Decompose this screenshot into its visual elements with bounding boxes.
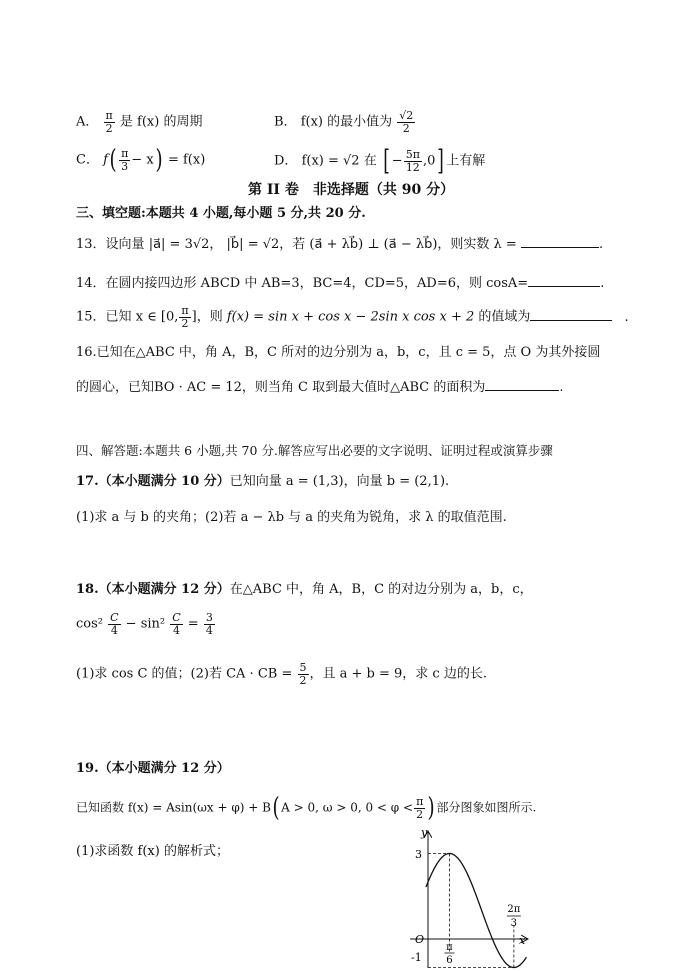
q15-post: 的值域为	[478, 309, 531, 325]
origin-label: O	[415, 933, 425, 946]
q16-dot: BO · AC = 12，则当角 C 取到最大值时△ABC 的面积为	[154, 380, 486, 395]
question-19-header: 19.（本小题满分 12 分）	[76, 761, 230, 776]
x2-label-numerator: 2π	[507, 904, 521, 915]
option-c-f: f	[103, 152, 108, 168]
q18-fraction-1: $\frac{C}{4}$	[110, 611, 119, 637]
question-18-parts	[76, 662, 487, 686]
question-17-parts: (1)求 a 与 b 的夹角；(2)若 a − λb 与 a 的夹角为锐角，求 λ 的取值范围.	[76, 510, 507, 525]
question-19-part-1: (1)求函数 f(x) 的解析式；	[76, 844, 229, 859]
q18-eq-minus: − sin²	[121, 616, 170, 632]
option-b-label: B．	[274, 114, 297, 130]
question-16-line-2	[76, 378, 564, 394]
section-2-title: 第 II 卷 非选择题（共 90 分）	[248, 182, 455, 198]
q18-line3-post: ，且 a + b = 9，求 c 边的长.	[309, 666, 487, 682]
q19-fraction: $\frac{\pi}{2}$	[416, 794, 424, 821]
option-d-label: D．	[274, 153, 298, 169]
question-15	[76, 305, 629, 329]
option-d-minus: −	[391, 153, 403, 169]
question-18-header	[76, 583, 533, 596]
question-13	[76, 235, 603, 251]
x-axis-label: x	[519, 934, 526, 947]
q13-end: .	[598, 237, 604, 252]
q15-range: x ∈ [0,	[135, 309, 179, 325]
option-d: D． f(x) = √2 在 [ − $\frac{5\pi}{12}$ ,0] 上有解	[274, 144, 486, 177]
q16-end: .	[559, 380, 564, 395]
option-a-text: 是 f(x) 的周期	[119, 114, 203, 130]
q19-line1-pre: 已知函数 f(x) = Asin(ωx + φ) + B	[76, 800, 271, 815]
q14-answer-blank[interactable]	[528, 274, 600, 287]
q15-function: f(x) = sin x + cos x − 2sin x cos x + 2	[226, 309, 475, 325]
option-d-suffix: 上有解	[446, 153, 486, 169]
q19-line1-post: 部分图象如图所示.	[436, 800, 537, 815]
option-b	[274, 110, 416, 134]
question-19-statement: 已知函数 f(x) = Asin(ωx + φ) + B( A > 0, ω > 0, 0 < φ < $\frac{\pi}{2}$ ) 部分图象如图所示.	[76, 793, 537, 823]
option-a-label: A．	[76, 114, 99, 130]
q17-number: 17.（本小题满分 10 分）	[76, 474, 230, 489]
q15-range-end: ]，则	[191, 309, 223, 325]
q16-line2-pre: 的圆心，已知	[76, 380, 155, 395]
q13-mag-b: |b⃗| = √2，若	[226, 237, 306, 252]
q18-fraction-4: $\frac{5}{2}$	[299, 661, 307, 687]
question-14	[76, 274, 604, 290]
question-18-equation	[76, 612, 216, 636]
option-d-fraction: $\frac{5\pi}{12}$	[405, 147, 420, 174]
option-c: C． f( $\frac{\pi}{3}$ − x) = f(x)	[76, 145, 206, 175]
x2-label-denominator: 3	[510, 918, 518, 929]
q18-line3-dot: CA · CB =	[226, 666, 293, 682]
y-min-label: -1	[411, 951, 422, 964]
option-c-fraction: $\frac{\pi}{3}$	[121, 146, 129, 173]
q13-pre: 13．设向量	[76, 237, 145, 252]
option-c-label: C．	[76, 152, 99, 168]
q16-answer-blank[interactable]	[485, 378, 559, 391]
function-graph	[395, 826, 545, 971]
question-17-header	[76, 475, 449, 488]
section-3-heading: 三、填空题:本题共 4 小题,每小题 5 分,共 20 分.	[76, 206, 366, 221]
q14-text: 14．在圆内接四边形 ABCD 中 AB=3，BC=4，CD=5，AD=6，则 cosA=	[76, 276, 529, 291]
x1-label-denominator: 6	[446, 955, 453, 966]
x1-label-numerator: π	[446, 942, 453, 953]
q18-eq-cos: cos²	[76, 616, 108, 632]
option-c-rhs: = f(x)	[167, 152, 206, 168]
q13-mag-a: |a⃗| = 3√2，	[148, 237, 223, 252]
q15-fraction: $\frac{\pi}{2}$	[181, 304, 189, 330]
q19-cond: A > 0, ω > 0, 0 < φ <	[281, 800, 414, 815]
option-b-text: f(x) 的最小值为	[300, 114, 393, 130]
q18-line1: 在△ABC 中，角 A，B，C 的对边分别为 a，b，c，	[229, 582, 533, 597]
q18-fraction-2: $\frac{C}{4}$	[172, 611, 181, 637]
q13-cond: (a⃗ + λb⃗) ⊥ (a⃗ − λb⃗)，则实数 λ =	[309, 237, 517, 252]
question-16-line-1: 16.已知在△ABC 中，角 A，B，C 所对的边分别为 a，b，c，且 c = 5，点 O 为其外接圆	[76, 345, 601, 360]
option-b-fraction: $\frac{√2}{2}$	[399, 109, 414, 135]
q18-eq-equals: =	[183, 616, 203, 632]
option-d-eq: f(x) = √2 在	[301, 153, 377, 169]
q18-fraction-3: $\frac{3}{4}$	[205, 611, 213, 637]
option-d-right: ,0	[422, 153, 436, 169]
y-axis-label: y	[421, 826, 428, 839]
section-4-heading: 四、解答题:本题共 6 小题,共 70 分.解答应写出必要的文字说明、证明过程或演算步骤	[76, 443, 553, 458]
q13-answer-blank[interactable]	[521, 235, 599, 248]
option-a	[76, 110, 202, 134]
y-max-label: 3	[415, 848, 422, 861]
q15-end: .	[624, 309, 629, 325]
q14-end: .	[600, 276, 605, 291]
q15-pre: 15．已知	[76, 309, 132, 325]
option-c-rest: − x	[131, 152, 154, 168]
q17-line1: 已知向量 a = (1,3)，向量 b = (2,1).	[229, 474, 450, 489]
q15-answer-blank[interactable]	[530, 308, 612, 321]
option-a-fraction: $\frac{\pi}{2}$	[105, 109, 113, 135]
q18-number: 18.（本小题满分 12 分）	[76, 582, 230, 597]
q18-line3-pre: (1)求 cos C 的值；(2)若	[76, 666, 222, 682]
